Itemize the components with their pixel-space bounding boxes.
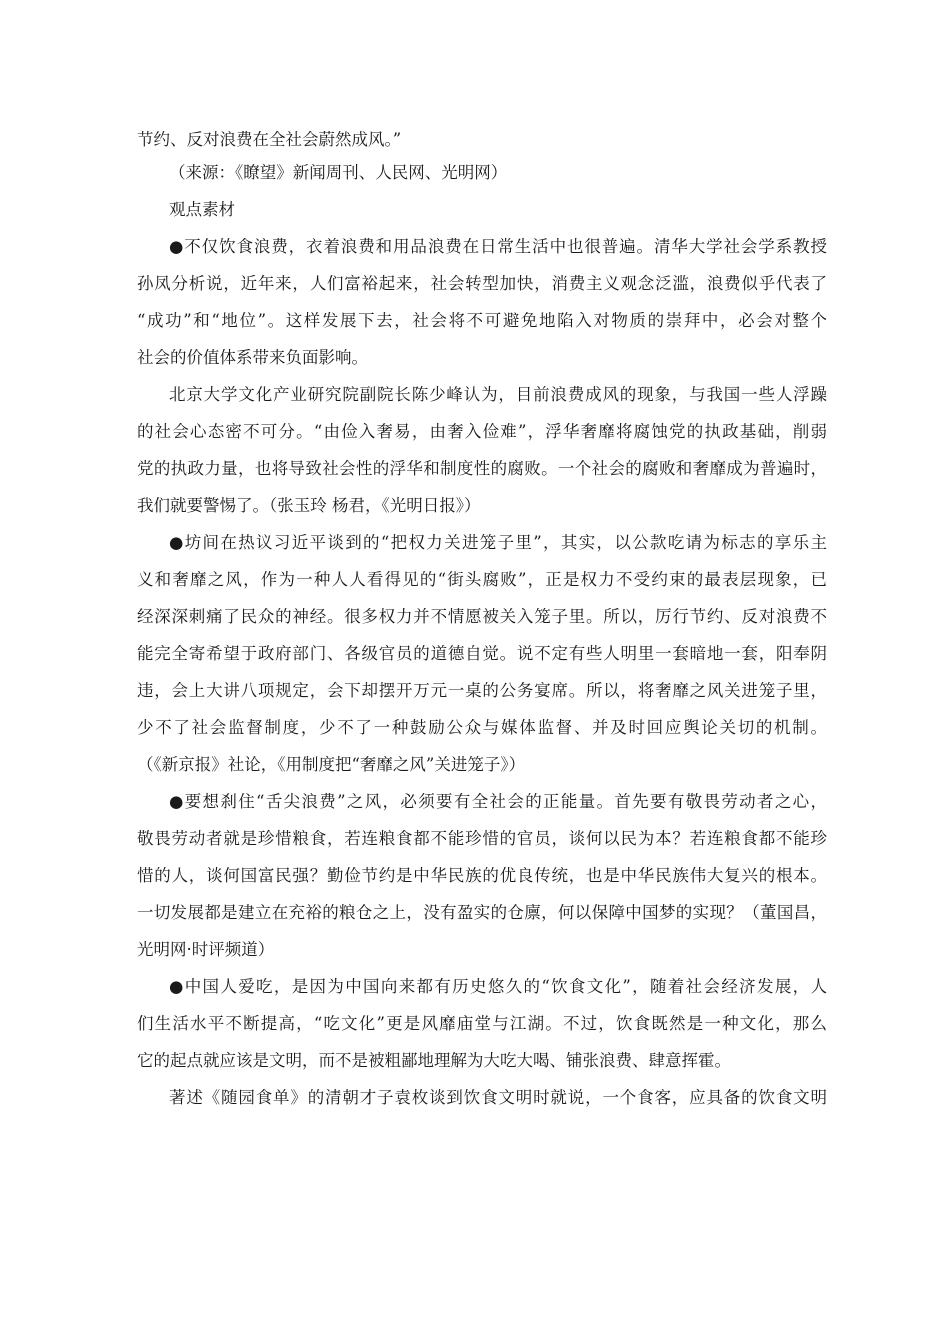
text-line: 孙凤分析说，近年来，人们富裕起来，社会转型加快，消费主义观念泛滥，浪费似乎代表了	[137, 274, 827, 293]
text-line: ●不仅饮食浪费，衣着浪费和用品浪费在日常生活中也很普遍。清华大学社会学系教授	[169, 237, 827, 256]
text-line: 的社会心态密不可分。“由俭入奢易，由奢入俭难”，浮华奢靡将腐蚀党的执政基础，削弱	[137, 422, 827, 441]
text-line: ●坊间在热议习近平谈到的“把权力关进笼子里”，其实，以公款吃请为标志的享乐主	[169, 533, 827, 552]
text-line: 它的起点就应该是文明，而不是被粗鄙地理解为大吃大喝、铺张浪费、肆意挥霍。	[137, 1051, 731, 1070]
text-line: ●要想刹住“舌尖浪费”之风，必须要有全社会的正能量。首先要有敬畏劳动者之心，	[169, 792, 827, 811]
text-line: 我们就要警惕了。（张玉玲 杨君，《光明日报》）	[137, 496, 481, 515]
text-line: 一切发展都是建立在充裕的粮仓之上，没有盈实的仓廪，何以保障中国梦的实现？（董国昌，	[137, 903, 827, 922]
text-line: 党的执政力量，也将导致社会性的浮华和制度性的腐败。一个社会的腐败和奢靡成为普遍时，	[137, 459, 827, 478]
text-line: 北京大学文化产业研究院副院长陈少峰认为，目前浪费成风的现象，与我国一些人浮躁	[169, 385, 827, 404]
text-line: 们生活水平不断提高，“吃文化”更是风靡庙堂与江湖。不过，饮食既然是一种文化，那么	[137, 1014, 827, 1033]
text-line: 光明网·时评频道）	[137, 940, 275, 959]
section-heading: 观点素材	[169, 200, 235, 219]
text-line: 社会的价值体系带来负面影响。	[137, 348, 368, 367]
text-line: 少不了社会监督制度，少不了一种鼓励公众与媒体监督、并及时回应舆论关切的机制。	[137, 718, 827, 737]
source-line: （来源：《瞭望》新闻周刊、人民网、光明网）	[169, 163, 508, 182]
text-line: 惜的人，谈何国富民强？勤俭节约是中华民族的优良传统，也是中华民族伟大复兴的根本。	[137, 866, 827, 885]
text-line: 能完全寄希望于政府部门、各级官员的道德自觉。说不定有些人明里一套暗地一套，阳奉阴	[137, 644, 827, 663]
text-line: 节约、反对浪费在全社会蔚然成风。”	[137, 130, 402, 149]
text-line: 经深深刺痛了民众的神经。很多权力并不情愿被关入笼子里。所以，厉行节约、反对浪费不	[137, 607, 827, 626]
text-line: 违，会上大讲八项规定，会下却摆开万元一桌的公务宴席。所以，将奢靡之风关进笼子里，	[137, 681, 827, 700]
text-line: （《新京报》社论，《用制度把“奢靡之风”关进笼子》）	[137, 755, 526, 774]
text-line: 义和奢靡之风，作为一种人人看得见的“街头腐败”，正是权力不受约束的最表层现象，已	[137, 570, 827, 589]
text-line: 著述《随园食单》的清朝才子袁枚谈到饮食文明时就说，一个食客，应具备的饮食文明	[169, 1088, 827, 1107]
text-line: 敬畏劳动者就是珍惜粮食，若连粮食都不能珍惜的官员，谈何以民为本？若连粮食都不能珍	[137, 829, 827, 848]
text-line: ●中国人爱吃，是因为中国向来都有历史悠久的“饮食文化”，随着社会经济发展，人	[169, 977, 827, 996]
text-line: “成功”和“地位”。这样发展下去，社会将不可避免地陷入对物质的崇拜中，必会对整个	[137, 311, 827, 330]
